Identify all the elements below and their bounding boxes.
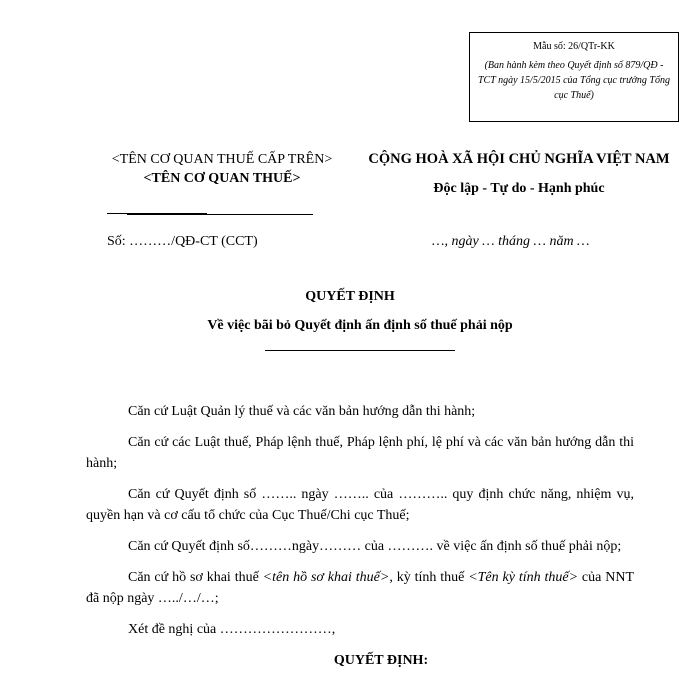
form-number-box (469, 32, 679, 122)
form-issuance-note: (Ban hành kèm theo Quyết định số 879/QĐ -TCT ngày 15/5/2015 của Tổng cục trưởng Tổng cục Thuế) (477, 60, 670, 101)
clause-law: Căn cứ Luật Quản lý thuế và các văn bản hướng dẫn thi hành; (128, 404, 476, 419)
document-title: QUYẾT ĐỊNH (305, 289, 395, 304)
agency-block (92, 150, 352, 188)
dossier-name-placeholder: <tên hồ sơ khai thuế> (262, 570, 390, 585)
national-header (352, 150, 686, 197)
document-subject: Về việc bãi bỏ Quyết định ấn định số thuế phải nộp (207, 318, 513, 333)
place-date: …, ngày … tháng … năm … (432, 234, 590, 249)
agency-divider-long (127, 214, 313, 215)
tax-period-placeholder: <Tên kỳ tính thuế> (468, 570, 579, 585)
clause-tax-laws: Căn cứ các Luật thuế, Pháp lệnh thuế, Pháp lệnh phí, lệ phí và các văn bản hướng dẫn thi hành; (86, 435, 634, 471)
nation-name: CỘNG HOÀ XÃ HỘI CHỦ NGHĨA VIỆT NAM (368, 151, 670, 167)
document-body (86, 401, 634, 640)
agency-name: <TÊN CƠ QUAN THUẾ> (143, 171, 301, 186)
document-number: Số: ………/QĐ-CT (CCT) (107, 234, 258, 249)
form-code: Mẫu số: 26/QTr-KK (533, 41, 615, 52)
clause-assessment-decision: Căn cứ Quyết định số………ngày……… của ………. về việc ấn định số thuế phải nộp; (128, 539, 622, 554)
decision-heading: QUYẾT ĐỊNH: (333, 653, 429, 668)
clause-proposal: Xét đề nghị của ……………………, (128, 622, 336, 637)
national-motto: Độc lập - Tự do - Hạnh phúc (433, 181, 605, 196)
clause-tax-dossier: Căn cứ hồ sơ khai thuế <tên hồ sơ khai thuế>, kỳ tính thuế <Tên kỳ tính thuế> của NNT đã nộp ngày …../…/…; (86, 570, 634, 606)
subject-divider (265, 350, 455, 351)
agency-parent-name: <TÊN CƠ QUAN THUẾ CẤP TRÊN> (111, 152, 333, 167)
clause-organization-decision: Căn cứ Quyết định số …….. ngày …….. của ……….. quy định chức năng, nhiệm vụ, quyền hạn và cơ cấu tổ chức của Cục Thuế/Chi cục Thuế; (86, 487, 634, 523)
